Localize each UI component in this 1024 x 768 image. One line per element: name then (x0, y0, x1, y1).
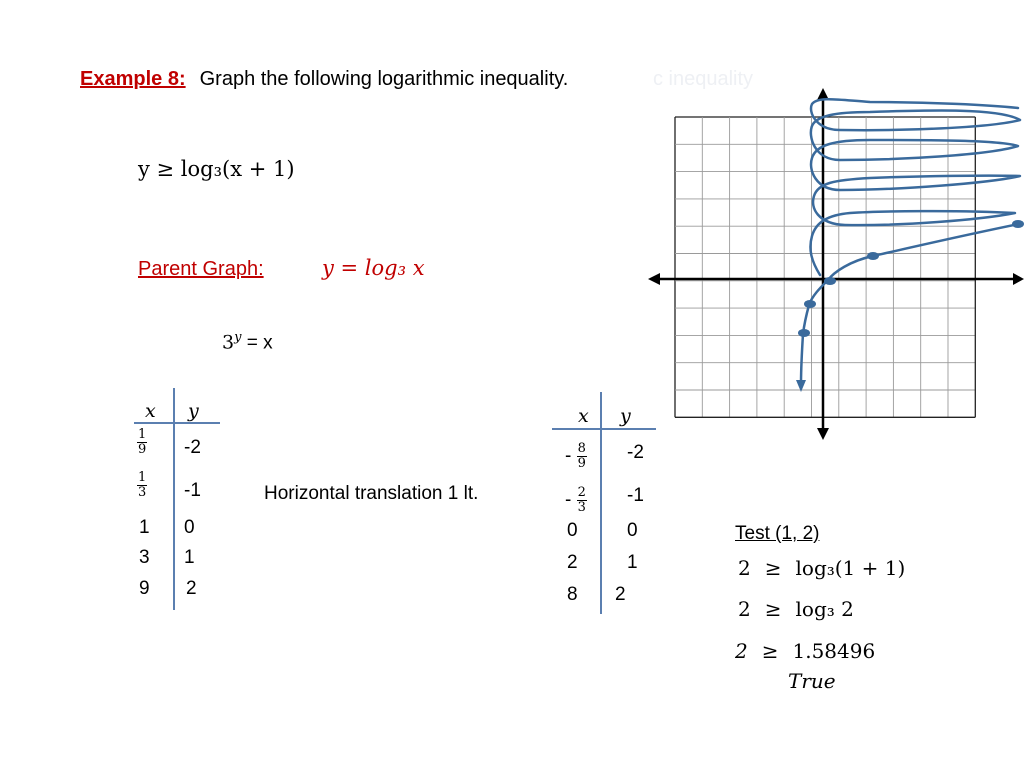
parent-table-cell-y: 1 (184, 547, 195, 568)
parent-graph-label: Parent Graph: (138, 258, 264, 280)
fraction-denominator: 9 (138, 442, 147, 457)
y-axis (817, 88, 829, 440)
graph-grid (675, 117, 975, 417)
shifted-table-cell-y: 2 (615, 584, 626, 605)
x-axis (648, 273, 1024, 285)
test-result: True (788, 669, 836, 693)
exponential-rest: = x (241, 332, 273, 354)
fraction-denominator: 3 (577, 500, 586, 515)
test-step-relation: ≥ (764, 556, 782, 580)
curve-point (804, 300, 816, 308)
parent-table-cell-x: 1 (139, 517, 150, 538)
negative-sign: - (565, 489, 572, 511)
curve-point (798, 329, 810, 337)
test-step-left: 2 (738, 556, 751, 580)
test-step-relation: ≥ (764, 597, 782, 621)
shifted-table-cell-x: 0 (567, 520, 578, 541)
exponential-base: 3 (222, 331, 235, 354)
test-label: Test (1, 2) (735, 523, 820, 544)
fraction-numerator: 1 (138, 470, 147, 485)
fraction-numerator: 2 (577, 485, 586, 500)
parent-table-cell-y: -2 (184, 437, 201, 458)
example-label: Example 8: (80, 68, 186, 90)
curve-point (867, 252, 879, 260)
test-step-left: 2 (738, 597, 751, 621)
x-axis-left-arrow (648, 273, 660, 285)
ghost-heading-text: c inequality (653, 68, 754, 90)
shifted-table-cell-x: 2 (567, 552, 578, 573)
test-step-relation: ≥ (761, 639, 779, 663)
heading-text: Graph the following logarithmic inequality. (199, 68, 569, 90)
negative-sign: - (565, 445, 572, 467)
shifted-table-cell-y: -1 (627, 485, 644, 506)
parent-table-cell-y: 0 (184, 517, 195, 538)
translation-note: Horizontal translation 1 lt. (264, 483, 479, 504)
test-step-right: log₃(1 + 1) (795, 556, 906, 580)
shading-scribble (810, 99, 1020, 275)
shifted-table-cell-y: -2 (627, 442, 644, 463)
test-step-right: log₃ 2 (795, 597, 854, 621)
curve-point (1012, 220, 1024, 228)
fraction-numerator: 1 (138, 427, 147, 442)
inequality-equation: y ≥ log₃(x + 1) (138, 157, 295, 181)
shifted-table-cell-y: 1 (627, 552, 638, 573)
x-axis-right-arrow (1013, 273, 1024, 285)
parent-table-cell-y: -1 (184, 480, 201, 501)
fraction-denominator: 9 (577, 456, 586, 471)
shifted-table-cell-y: 0 (627, 520, 638, 541)
fraction-numerator: 8 (577, 441, 586, 456)
parent-table-cell-x: 9 (139, 578, 150, 599)
exponential-exponent: y (234, 330, 242, 345)
parent-graph-equation: y = log₃ x (322, 256, 425, 280)
parent-table-cell-x: 3 (139, 547, 150, 568)
shifted-table-header-y: y (620, 405, 631, 427)
test-step-left: 2 (735, 639, 748, 663)
parent-table-header-x: x (145, 400, 156, 422)
shifted-table-cell-x: 8 (567, 584, 578, 605)
fraction-denominator: 3 (138, 485, 147, 500)
parent-table-header-y: y (188, 400, 199, 422)
test-step-right: 1.58496 (792, 639, 876, 663)
shifted-table-header-x: x (578, 405, 589, 427)
log-curve (801, 224, 1019, 384)
y-axis-down-arrow (817, 428, 829, 440)
parent-table-cell-y: 2 (186, 578, 197, 599)
curve-point (824, 277, 836, 285)
